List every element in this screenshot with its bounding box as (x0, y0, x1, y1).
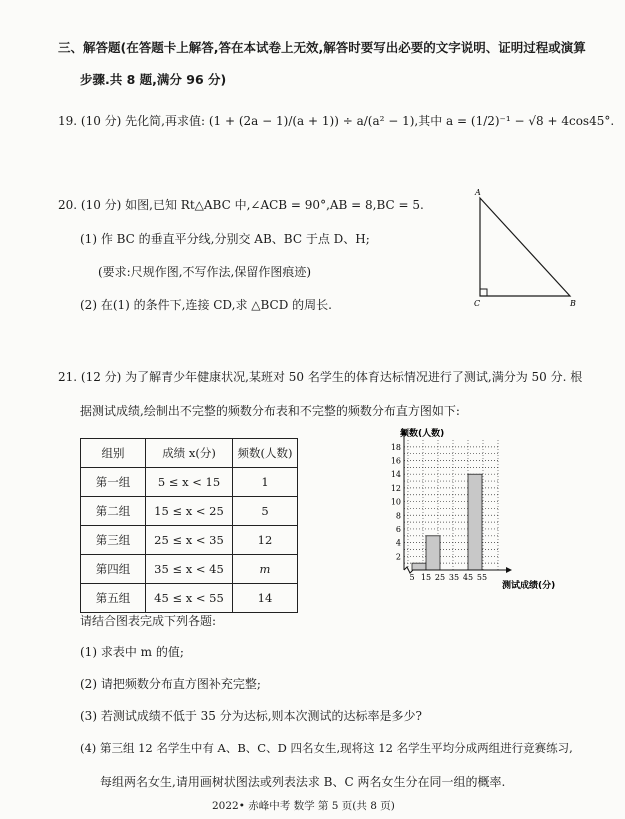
y-tick-label: 4 (395, 538, 401, 548)
x-axis-arrow (506, 567, 512, 573)
q20-stem: 20. (10 分) 如图,已知 Rt△ABC 中,∠ACB = 90°,AB = 8,BC = 5. (58, 198, 424, 212)
x-tick-label: 35 (448, 573, 460, 582)
q19 (58, 112, 614, 129)
y-tick-label: 18 (390, 442, 401, 452)
table-header: 组别 (81, 439, 146, 468)
q19-formula: (1 + (2a − 1)/(a + 1)) ÷ a/(a² − 1),其中 a = (1/2)⁻¹ − √8 + 4cos45°. (208, 114, 615, 128)
y-axis-label: 频数(人数) (400, 429, 445, 439)
table-cell: 第三组 (81, 526, 146, 555)
table-cell: 5 ≤ x < 15 (146, 468, 233, 497)
section-header-line1: 三、解答题(在答题卡上解答,答在本试卷上无效,解答时要写出必要的文字说明、证明过程或演算 (58, 40, 586, 55)
label-a: A (475, 188, 481, 197)
table-cell: 第五组 (81, 584, 146, 613)
table-cell: 25 ≤ x < 35 (146, 526, 233, 555)
q21-part4b: 每组两名女生,请用画树状图法或列表法求 B、C 两名女生分在同一组的概率. (100, 775, 506, 789)
histogram-bar (468, 474, 482, 570)
y-tick-label: 16 (390, 456, 401, 466)
x-tick-label: 5 (409, 573, 415, 582)
y-tick-label: 8 (395, 511, 401, 521)
triangle-abc (480, 198, 570, 296)
x-axis-label: 测试成绩(分) (502, 581, 556, 590)
q21-stem2: 据测试成绩,绘制出不完整的频数分布表和不完整的频数分布直方图如下: (80, 404, 460, 418)
table-row (81, 555, 298, 584)
chart-grid (404, 440, 500, 570)
table-cell: 14 (233, 584, 298, 613)
x-tick-label: 55 (476, 573, 488, 582)
table-row (81, 497, 298, 526)
q20-part1-note: (要求:尺规作图,不写作法,保留作图痕迹) (98, 265, 312, 279)
page-footer: 2022• 赤峰中考 数学 第 5 页(共 8 页) (212, 800, 395, 812)
table-cell: 15 ≤ x < 25 (146, 497, 233, 526)
q20-part2: (2) 在(1) 的条件下,连接 CD,求 △BCD 的周长. (80, 298, 332, 312)
table-cell: 第二组 (81, 497, 146, 526)
y-tick-label: 6 (395, 524, 401, 534)
triangle-figure (470, 186, 580, 310)
table-cell: 5 (233, 497, 298, 526)
table-cell: 45 ≤ x < 55 (146, 584, 233, 613)
y-tick-label: 2 (395, 552, 401, 562)
x-tick-labels (409, 573, 487, 582)
q20-part1: (1) 作 BC 的垂直平分线,分别交 AB、BC 于点 D、H; (80, 232, 370, 246)
table-row (81, 468, 298, 497)
label-b: B (570, 299, 576, 308)
x-tick-label: 25 (434, 573, 446, 582)
table-cell: 第一组 (81, 468, 146, 497)
q21-part4a: (4) 第三组 12 名学生中有 A、B、C、D 四名女生,现将这 12 名学生平均分成两组进行竞赛练习, (80, 741, 573, 755)
y-tick-labels (391, 443, 401, 561)
right-angle-mark (480, 289, 487, 296)
histogram (374, 428, 584, 590)
q21-prompt: 请结合图表完成下列各题: (80, 614, 217, 628)
table-header: 频数(人数) (233, 439, 298, 468)
table-row (81, 526, 298, 555)
y-tick-label: 12 (390, 483, 401, 493)
y-tick-label: 10 (390, 497, 401, 507)
label-c: C (474, 299, 481, 308)
table-cell: m (233, 555, 298, 584)
x-tick-label: 45 (462, 573, 474, 582)
x-tick-label: 15 (420, 573, 432, 582)
q21-stem1: 21. (12 分) 为了解青少年健康状况,某班对 50 名学生的体育达标情况进行了测试,满分为 50 分. 根 (58, 370, 583, 384)
table-header-row (81, 439, 298, 468)
q19-prefix: 19. (10 分) 先化简,再求值: (58, 114, 206, 128)
histogram-bar (426, 536, 440, 570)
table-header: 成绩 x(分) (146, 439, 233, 468)
table-cell: 35 ≤ x < 45 (146, 555, 233, 584)
section-header-line2: 步骤.共 8 题,满分 96 分) (80, 72, 227, 87)
table-cell: 第四组 (81, 555, 146, 584)
q21-part1: (1) 求表中 m 的值; (80, 645, 184, 659)
q21-part3: (3) 若测试成绩不低于 35 分为达标,则本次测试的达标率是多少? (80, 709, 422, 723)
table-cell: 1 (233, 468, 298, 497)
q21-part2: (2) 请把频数分布直方图补充完整; (80, 677, 261, 691)
chart-axes (401, 429, 512, 573)
table-row (81, 584, 298, 613)
histogram-bar (412, 563, 426, 570)
table-cell: 12 (233, 526, 298, 555)
y-tick-label: 14 (390, 470, 401, 480)
frequency-table (80, 438, 298, 613)
